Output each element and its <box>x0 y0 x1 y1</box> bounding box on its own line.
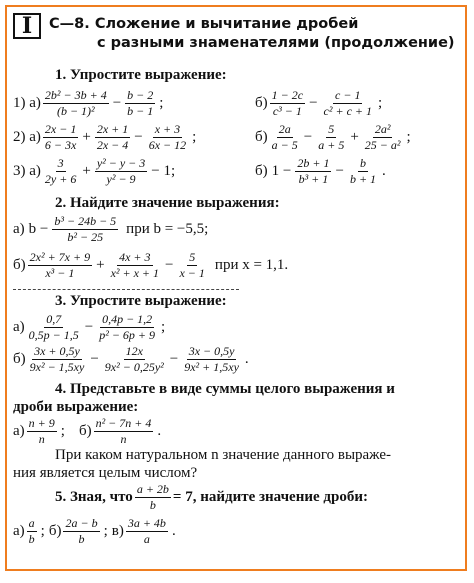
fraction: $\frac{b}{b + 1}$ <box>349 156 377 186</box>
fraction: $\frac{3x - 0,5y}{\text{9x² + 1,5xy}}$ <box>184 344 239 374</box>
condition-text: при x = 1,1. <box>214 257 289 273</box>
item-label: б) <box>13 257 26 273</box>
fraction: $\frac{\text{y² − y − 3}}{\text{y² − 9}}$ <box>96 156 146 186</box>
fraction: $\frac{n + 9}{n}$ <box>28 416 55 446</box>
task-5-items: а) $\frac{a}{b}$ ; б) $\frac{2a - b}{b}$ ; в) $\frac{3a + 4b}{a}$ . <box>13 516 176 546</box>
task-1-title: 1. Упростите выражение: <box>55 67 227 83</box>
worksheet-code: С—8. <box>49 16 90 32</box>
fraction: $\frac{3a + 4b}{a}$ <box>127 516 166 546</box>
task-1-2a: 2) а) $\frac{2x - 1}{6 - 3x}$ + $\frac{2x + 1}{2x - 4}$ − $\frac{x + 3}{6x - 12}$ ; <box>13 122 197 152</box>
task-1-3b: б) 1 − $\frac{2b + 1}{\text{b³ + 1}}$ − $\frac{b}{b + 1}$ . <box>255 156 386 186</box>
task-1-1b: б) $\frac{1 - 2c}{\text{c³ − 1}}$ − $\frac{c - 1}{\text{c² + c + 1}}$ ; <box>255 88 383 118</box>
task-2a: а) b − $\frac{\text{b³ − 24b − 5}}{\text{b² − 25}}$ при b = −5,5; <box>13 214 209 244</box>
condition-text: при b = −5,5; <box>126 221 209 237</box>
fraction: $\frac{x + 3}{6x - 12}$ <box>148 122 187 152</box>
item-label: 3) а) <box>13 163 41 179</box>
task-4-question-line-2: ния является целым числом? <box>13 465 198 481</box>
task-1-1a: 1) а) $\frac{\text{2b² − 3b + 4}}{\text{(b − 1)²}}$ − $\frac{b - 2}{b - 1}$ ; <box>13 88 164 118</box>
fraction: $\frac{2b + 1}{\text{b³ + 1}}$ <box>297 156 330 186</box>
fraction: $\frac{2a - b}{b}$ <box>65 516 98 546</box>
fraction: $\frac{0,7}{0,5p - 1,5}$ <box>28 312 79 342</box>
task-1-2b: б) $\frac{2a}{a - 5}$ − $\frac{5}{a + 5}$ + $\frac{\text{2a²}}{\text{25 − a²}}$ ; <box>255 122 411 152</box>
item-label: 2) а) <box>13 129 41 145</box>
fraction: $\frac{\text{2a²}}{\text{25 − a²}}$ <box>364 122 401 152</box>
fraction: $\frac{4x + 3}{\text{x² + x + 1}}$ <box>110 250 160 280</box>
task-3a: а) $\frac{0,7}{0,5p - 1,5}$ − $\frac{0,4p - 1,2}{\text{p² − 6p + 9}}$ ; <box>13 312 166 342</box>
task-2-title: 2. Найдите значение выражения: <box>55 195 280 211</box>
fraction: $\frac{5}{a + 5}$ <box>318 122 345 152</box>
fraction: $\frac{\text{2x² + 7x + 9}}{\text{x³ − 1}}$ <box>29 250 91 280</box>
task-3-title: 3. Упростите выражение: <box>55 293 227 309</box>
fraction: $\frac{c - 1}{\text{c² + c + 1}}$ <box>323 88 372 118</box>
fraction: $\frac{a + 2b}{b}$ <box>136 482 169 512</box>
fraction: $\frac{2x - 1}{6 - 3x}$ <box>44 122 77 152</box>
fraction: $\frac{1 - 2c}{\text{c³ − 1}}$ <box>271 88 304 118</box>
item-label: а) <box>13 319 25 335</box>
fraction: $\frac{2a}{a - 5}$ <box>271 122 298 152</box>
item-label: б) <box>78 423 92 439</box>
fraction: $\frac{3}{2y + 6}$ <box>44 156 77 186</box>
fraction: $\frac{12x}{\text{9x² − 0,25y²}}$ <box>104 344 164 374</box>
fraction: $\frac{\text{n² − 7n + 4}}{n}$ <box>95 416 152 446</box>
title-line-1: Сложение и вычитание дробей <box>94 16 359 32</box>
fraction: $\frac{\text{2b² − 3b + 4}}{\text{(b − 1)²}}$ <box>44 88 107 118</box>
item-label: б) <box>13 351 26 367</box>
task-4-question-line-1: При каком натуральном n значение данного выраже- <box>55 447 391 463</box>
fraction: $\frac{\text{b³ − 24b − 5}}{\text{b² − 25}}$ <box>54 214 117 244</box>
fraction: $\frac{5}{x - 1}$ <box>179 250 205 280</box>
item-label: в) <box>111 523 124 539</box>
item-label: 1) а) <box>13 95 41 111</box>
fraction: $\frac{a}{b}$ <box>28 516 35 546</box>
fraction: $\frac{3x + 0,5y}{\text{9x² − 1,5xy}}$ <box>29 344 85 374</box>
item-label: а) <box>13 423 25 439</box>
task-1-3a: 3) а) $\frac{3}{2y + 6}$ + $\frac{\text{y² − y − 3}}{\text{y² − 9}}$ − 1; <box>13 156 176 186</box>
item-label: б) <box>48 523 62 539</box>
task-4-items: а) $\frac{n + 9}{n}$ ; б) $\frac{\text{n² − 7n + 4}}{n}$ . <box>13 416 162 446</box>
item-label: а) <box>13 523 25 539</box>
task-3b: б) $\frac{3x + 0,5y}{\text{9x² − 1,5xy}}$ − $\frac{12x}{\text{9x² − 0,25y²}}$ − $\frac{3x - 0,5y}{\text{9x² + 1,5xy}}$ . <box>13 344 249 374</box>
task-5-title: 5. Зная, что $\frac{a + 2b}{b}$ = 7, найдите значение дроби: <box>55 482 368 512</box>
item-label: б) <box>255 95 268 111</box>
title-line-2: с разными знаменателями (продолжение) <box>97 35 455 51</box>
item-label: б) <box>255 129 268 145</box>
worksheet-page <box>5 5 467 571</box>
task-4-title-line-2: дроби выражение: <box>13 399 139 415</box>
worksheet-title <box>49 15 358 33</box>
fraction: $\frac{b - 2}{b - 1}$ <box>127 88 154 118</box>
variant-roman-badge: I <box>13 13 41 39</box>
fraction: $\frac{0,4p - 1,2}{\text{p² − 6p + 9}}$ <box>99 312 156 342</box>
task-4-title-line-1: 4. Представьте в виде суммы целого выражения и <box>55 381 395 397</box>
item-label: а) <box>13 221 25 237</box>
fraction: $\frac{2x + 1}{2x - 4}$ <box>96 122 129 152</box>
section-divider <box>13 289 239 290</box>
task-2b: б) $\frac{\text{2x² + 7x + 9}}{\text{x³ − 1}}$ + $\frac{4x + 3}{\text{x² + x + 1}}$ − $\frac{5}{x - 1}$ при x = 1,1. <box>13 250 289 280</box>
item-label: б) <box>255 163 268 179</box>
